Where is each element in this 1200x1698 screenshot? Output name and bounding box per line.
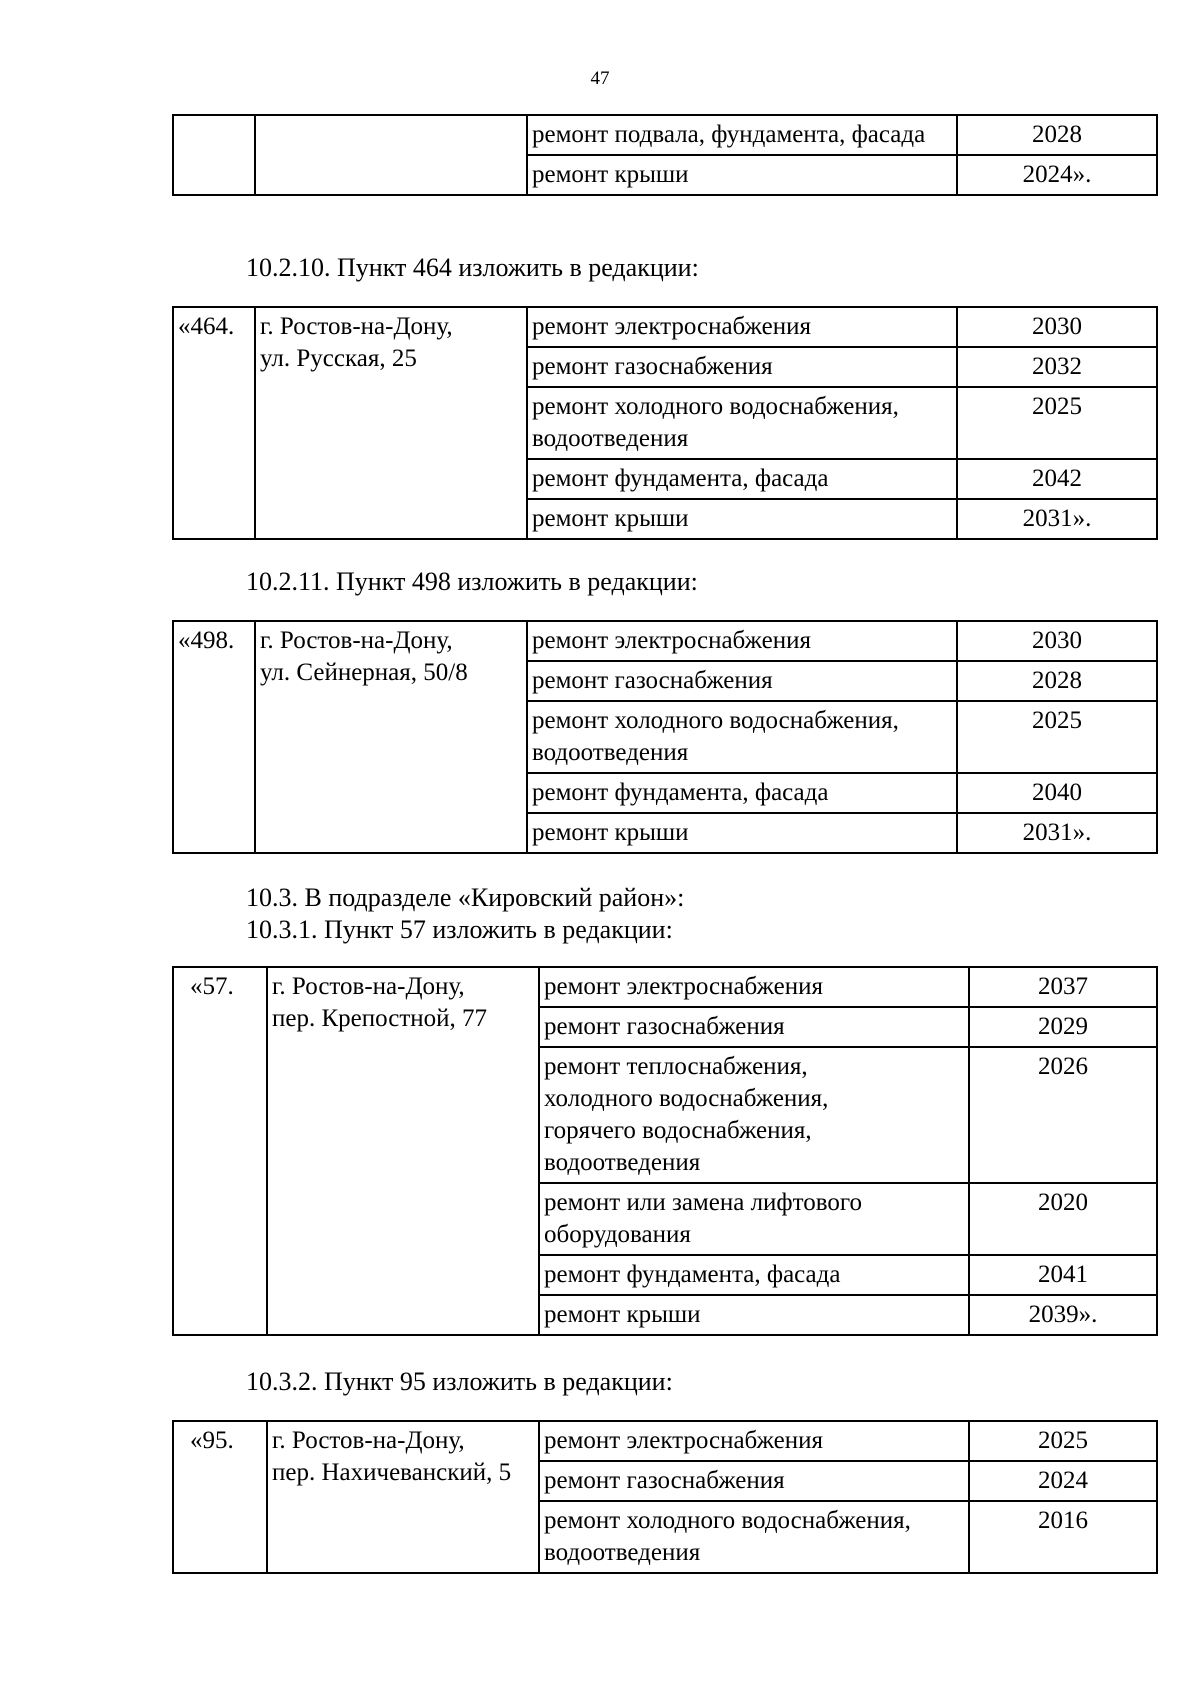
work-cell: ремонт электроснабжения <box>539 1421 969 1461</box>
address-street: ул. Сейнерная, 50/8 <box>260 659 468 686</box>
section-heading: 10.3. В подразделе «Кировский район»: <box>246 883 685 912</box>
table-row <box>173 967 1157 1007</box>
work-cell: ремонт холодного водоснабжения, водоотведения <box>527 387 957 459</box>
work-cell: ремонт крыши <box>539 1295 969 1335</box>
item-number: «95. <box>173 1421 267 1573</box>
work-cell: ремонт фундамента, фасада <box>527 773 957 813</box>
year-cell: 2016 <box>969 1501 1157 1573</box>
year-cell: 2020 <box>969 1183 1157 1255</box>
item-table-464 <box>172 306 1158 540</box>
year-cell: 2031». <box>957 813 1157 853</box>
work-cell: ремонт электроснабжения <box>527 621 957 661</box>
year-cell: 2040 <box>957 773 1157 813</box>
work-cell: ремонт фундамента, фасада <box>527 459 957 499</box>
year-cell: 2024 <box>969 1461 1157 1501</box>
section-heading: 10.2.11. Пункт 498 изложить в редакции: <box>246 567 698 596</box>
year-cell: 2025 <box>957 387 1157 459</box>
continuation-table <box>172 114 1158 196</box>
work-cell: ремонт крыши <box>527 813 957 853</box>
section-heading: 10.3.2. Пункт 95 изложить в редакции: <box>246 1367 673 1396</box>
address-street: ул. Русская, 25 <box>260 345 417 372</box>
year-cell: 2025 <box>957 701 1157 773</box>
table-row <box>173 1421 1157 1461</box>
work-cell: ремонт холодного водоснабжения, водоотведения <box>539 1501 969 1573</box>
table-row <box>173 621 1157 661</box>
address-city: г. Ростов-на-Дону, <box>260 313 453 340</box>
section-heading: 10.2.10. Пункт 464 изложить в редакции: <box>246 253 699 282</box>
year-cell: 2026 <box>969 1047 1157 1183</box>
work-cell: ремонт газоснабжения <box>539 1461 969 1501</box>
address-city: г. Ростов-на-Дону, <box>272 1427 465 1454</box>
work-cell: ремонт газоснабжения <box>527 347 957 387</box>
item-number: «464. <box>173 307 255 539</box>
item-number-cell <box>173 115 255 195</box>
year-cell: 2028 <box>957 661 1157 701</box>
work-cell: ремонт или замена лифтового оборудования <box>539 1183 969 1255</box>
address-street: пер. Крепостной, 77 <box>272 1005 488 1032</box>
item-number: «498. <box>173 621 255 853</box>
address-city: г. Ростов-на-Дону, <box>260 627 453 654</box>
year-cell: 2042 <box>957 459 1157 499</box>
year-cell: 2041 <box>969 1255 1157 1295</box>
work-cell: ремонт электроснабжения <box>527 307 957 347</box>
work-cell: ремонт крыши <box>527 155 957 195</box>
address-cell <box>255 307 527 539</box>
item-table-57 <box>172 966 1158 1336</box>
work-cell: ремонт подвала, фундамента, фасада <box>527 115 957 155</box>
year-cell: 2030 <box>957 621 1157 661</box>
address-cell <box>255 115 527 195</box>
address-city: г. Ростов-на-Дону, <box>272 973 465 1000</box>
address-cell <box>267 1421 539 1573</box>
work-cell: ремонт фундамента, фасада <box>539 1255 969 1295</box>
work-cell: ремонт теплоснабжения, холодного водоснабжения, горячего водоснабжения, водоотведения <box>539 1047 969 1183</box>
table-row <box>173 307 1157 347</box>
year-cell: 2028 <box>957 115 1157 155</box>
year-cell: 2039». <box>969 1295 1157 1335</box>
work-cell: ремонт газоснабжения <box>539 1007 969 1047</box>
year-cell: 2030 <box>957 307 1157 347</box>
work-cell: ремонт крыши <box>527 499 957 539</box>
work-cell: ремонт газоснабжения <box>527 661 957 701</box>
section-heading: 10.3.1. Пункт 57 изложить в редакции: <box>246 915 673 944</box>
year-cell: 2025 <box>969 1421 1157 1461</box>
item-table-95 <box>172 1420 1158 1574</box>
year-cell: 2029 <box>969 1007 1157 1047</box>
address-street: пер. Нахичеванский, 5 <box>272 1459 512 1486</box>
address-cell <box>255 621 527 853</box>
year-cell: 2032 <box>957 347 1157 387</box>
year-cell: 2031». <box>957 499 1157 539</box>
address-cell <box>267 967 539 1335</box>
work-cell: ремонт холодного водоснабжения, водоотведения <box>527 701 957 773</box>
item-table-498 <box>172 620 1158 854</box>
year-cell: 2037 <box>969 967 1157 1007</box>
table-row <box>173 115 1157 155</box>
work-cell: ремонт электроснабжения <box>539 967 969 1007</box>
page-number: 47 <box>590 68 610 89</box>
year-cell: 2024». <box>957 155 1157 195</box>
item-number: «57. <box>173 967 267 1335</box>
